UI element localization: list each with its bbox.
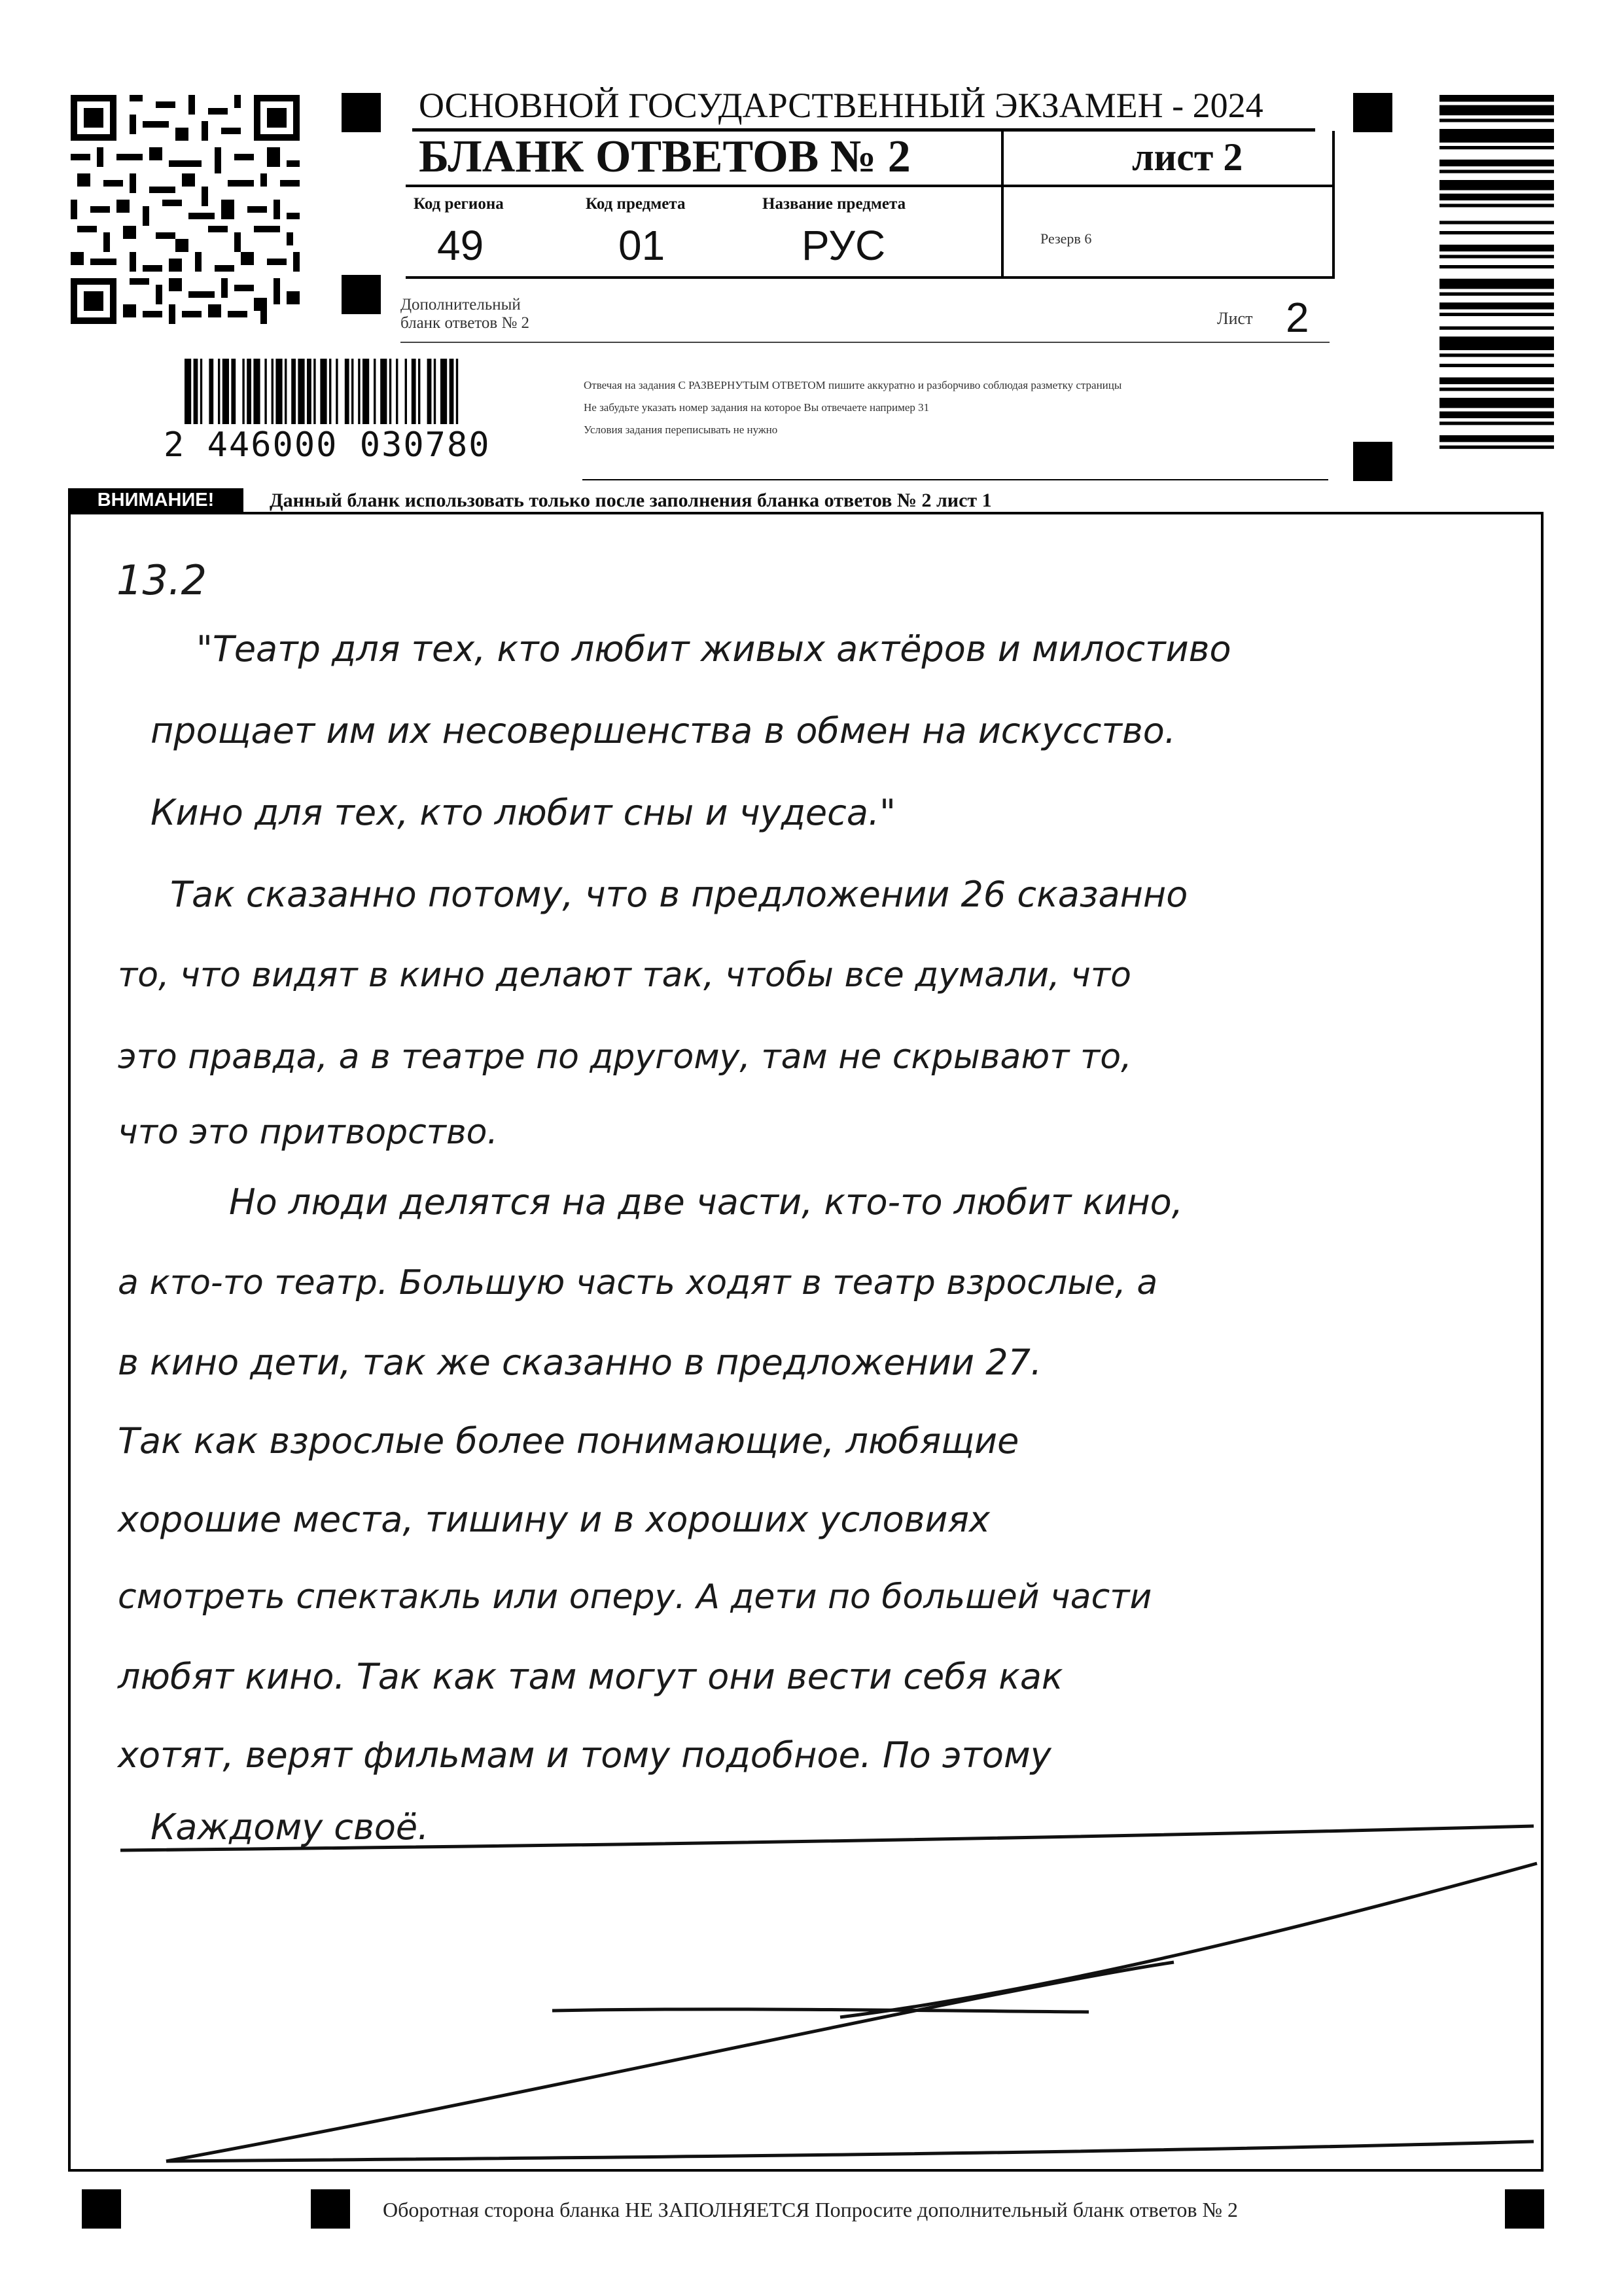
qr-code	[71, 95, 300, 324]
header-hline	[406, 276, 1335, 279]
region-label: Код региона	[414, 195, 504, 213]
barcode-bar	[396, 359, 398, 424]
header-hline	[406, 185, 1335, 187]
form-title: БЛАНК ОТВЕТОВ № 2	[419, 132, 911, 182]
answer-line: это правда, а в театре по другому, там не скрывают то,	[118, 1037, 1132, 1077]
side-barcode-bar	[1439, 279, 1554, 289]
barcode-bar	[253, 359, 260, 424]
barcode-bar	[329, 359, 331, 424]
warning-badge: ВНИМАНИЕ!	[68, 488, 243, 512]
barcode	[185, 359, 525, 436]
side-barcode-bar	[1439, 255, 1554, 258]
barcode-bar	[307, 359, 311, 424]
side-barcode-bar	[1439, 105, 1554, 116]
marker-square	[311, 2189, 350, 2229]
exam-title: ОСНОВНОЙ ГОСУДАРСТВЕННЫЙ ЭКЗАМЕН - 2024	[419, 86, 1263, 125]
side-barcode-bar	[1439, 364, 1554, 367]
additional-label	[400, 296, 529, 332]
barcode-bar	[412, 359, 416, 424]
side-barcode-bar	[1439, 221, 1554, 224]
barcode-bar	[231, 359, 236, 424]
barcode-bar	[405, 359, 407, 424]
answer-line: Но люди делятся на две части, кто-то любит кино,	[229, 1181, 1183, 1223]
barcode-bar	[418, 359, 420, 424]
list-underline	[400, 342, 1330, 343]
header-divider	[1001, 131, 1004, 278]
barcode-bar	[285, 359, 287, 424]
side-barcode-bar	[1439, 446, 1554, 449]
instruction-line-1: Отвечая на задания С РАЗВЕРНУТЫМ ОТВЕТОМ пишите аккуратно и разборчиво соблюдая разметку страницы	[584, 379, 1122, 391]
side-barcode-bar	[1439, 398, 1554, 408]
marker-square	[342, 275, 381, 314]
answer-line: Так как взрослые более понимающие, любящие	[118, 1420, 1019, 1462]
barcode-bar	[222, 359, 229, 424]
barcode-number: 2 446000 030780	[164, 425, 491, 465]
barcode-bar	[434, 359, 436, 424]
barcode-bar	[380, 359, 387, 424]
task-number: 13.2	[116, 556, 207, 604]
side-barcode-bar	[1439, 245, 1554, 251]
subject-code-value: 01	[618, 222, 665, 269]
barcode-bar	[298, 359, 304, 424]
barcode-bar	[275, 359, 282, 424]
side-barcode-bar	[1439, 180, 1554, 190]
side-barcode-bar	[1439, 146, 1554, 149]
barcode-bar	[389, 359, 391, 424]
side-barcode	[1439, 95, 1554, 481]
side-barcode-bar	[1439, 204, 1554, 207]
subject-code-label: Код предмета	[586, 195, 686, 213]
barcode-bar	[440, 359, 447, 424]
instructions	[584, 374, 1121, 441]
answer-line: прощает им их несовершенства в обмен на искусство.	[150, 710, 1176, 751]
side-barcode-bar	[1439, 170, 1554, 173]
answer-line: хотят, верят фильмам и тому подобное. По этому	[118, 1734, 1051, 1776]
barcode-bar	[218, 359, 220, 424]
answer-line: в кино дети, так же сказанно в предложении 27.	[118, 1342, 1042, 1383]
answer-line: Так сказанно потому, что в предложении 26 сказанно	[170, 874, 1188, 915]
side-barcode-bar	[1439, 353, 1554, 357]
side-barcode-bar	[1439, 160, 1554, 166]
side-barcode-bar	[1439, 231, 1554, 234]
answer-line: смотреть спектакль или оперу. А дети по большей части	[118, 1577, 1152, 1617]
side-barcode-bar	[1439, 435, 1554, 442]
side-barcode-bar	[1439, 194, 1554, 200]
marker-square	[82, 2189, 121, 2229]
barcode-bar	[209, 359, 213, 424]
side-barcode-bar	[1439, 129, 1554, 143]
answer-line: Каждому своё.	[150, 1806, 429, 1848]
reserve-text: Резерв 6	[1040, 230, 1092, 247]
list-label: Лист	[1217, 309, 1253, 328]
sheet-label: лист 2	[1132, 135, 1243, 179]
barcode-bar	[194, 359, 198, 424]
barcode-bar	[272, 359, 274, 424]
barcode-bar	[200, 359, 202, 424]
instruction-line-2: Не забудьте указать номер задания на которое Вы отвечаете например 31	[584, 401, 930, 414]
side-barcode-bar	[1439, 387, 1554, 391]
side-barcode-bar	[1439, 265, 1554, 268]
subject-name-value: РУС	[802, 222, 886, 269]
barcode-bar	[358, 359, 360, 424]
side-barcode-bar	[1439, 313, 1554, 316]
barcode-bar	[242, 359, 244, 424]
answer-line: то, что видят в кино делают так, чтобы все думали, что	[118, 956, 1131, 995]
side-barcode-bar	[1439, 412, 1554, 418]
additional-label-line1: Дополнительный	[400, 296, 521, 314]
barcode-bar	[313, 359, 315, 424]
region-value: 49	[437, 222, 484, 269]
answer-line: хорошие места, тишину и в хороших условиях	[118, 1499, 990, 1540]
answer-line: "Театр для тех, кто любит живых актёров и милостиво	[196, 628, 1231, 670]
side-barcode-bar	[1439, 95, 1554, 101]
footer-text: Оборотная сторона бланка НЕ ЗАПОЛНЯЕТСЯ Попросите дополнительный бланк ответов № 2	[383, 2198, 1238, 2221]
barcode-bar	[345, 359, 349, 424]
cross-out-marks	[68, 512, 1544, 2172]
barcode-bar	[336, 359, 338, 424]
barcode-bar	[320, 359, 327, 424]
answer-line: любят кино. Так как там могут они вести себя как	[118, 1656, 1063, 1697]
marker-square	[1505, 2189, 1544, 2229]
answer-line: Кино для тех, кто любит сны и чудеса."	[150, 792, 896, 833]
header-right-border	[1332, 131, 1335, 278]
answer-line: а кто-то театр. Большую часть ходят в театр взрослые, а	[118, 1263, 1158, 1302]
barcode-bar	[362, 359, 369, 424]
side-barcode-bar	[1439, 378, 1554, 384]
answer-line: что это притворство.	[118, 1113, 498, 1152]
marker-square	[342, 93, 381, 132]
barcode-bar	[456, 359, 458, 424]
barcode-bar	[264, 359, 266, 424]
barcode-bar	[427, 359, 432, 424]
barcode-bar	[351, 359, 353, 424]
additional-label-line2: бланк ответов № 2	[400, 314, 530, 332]
barcode-bar	[374, 359, 376, 424]
side-barcode-bar	[1439, 118, 1554, 122]
instruction-line-3: Условия задания переписывать не нужно	[584, 423, 778, 436]
subject-name-label: Название предмета	[762, 195, 906, 213]
instructions-bottom-line	[582, 479, 1328, 480]
side-barcode-bar	[1439, 293, 1554, 296]
barcode-bar	[247, 359, 251, 424]
side-barcode-bar	[1439, 422, 1554, 425]
marker-square	[1353, 442, 1392, 481]
side-barcode-bar	[1439, 336, 1554, 350]
barcode-bar	[450, 359, 454, 424]
barcode-bar	[291, 359, 296, 424]
side-barcode-bar	[1439, 327, 1554, 330]
warning-text: Данный бланк использовать только после заполнения бланка ответов № 2 лист 1	[270, 490, 992, 511]
barcode-bar	[185, 359, 191, 424]
side-barcode-bar	[1439, 302, 1554, 309]
list-value: 2	[1286, 294, 1309, 341]
marker-square	[1353, 93, 1392, 132]
